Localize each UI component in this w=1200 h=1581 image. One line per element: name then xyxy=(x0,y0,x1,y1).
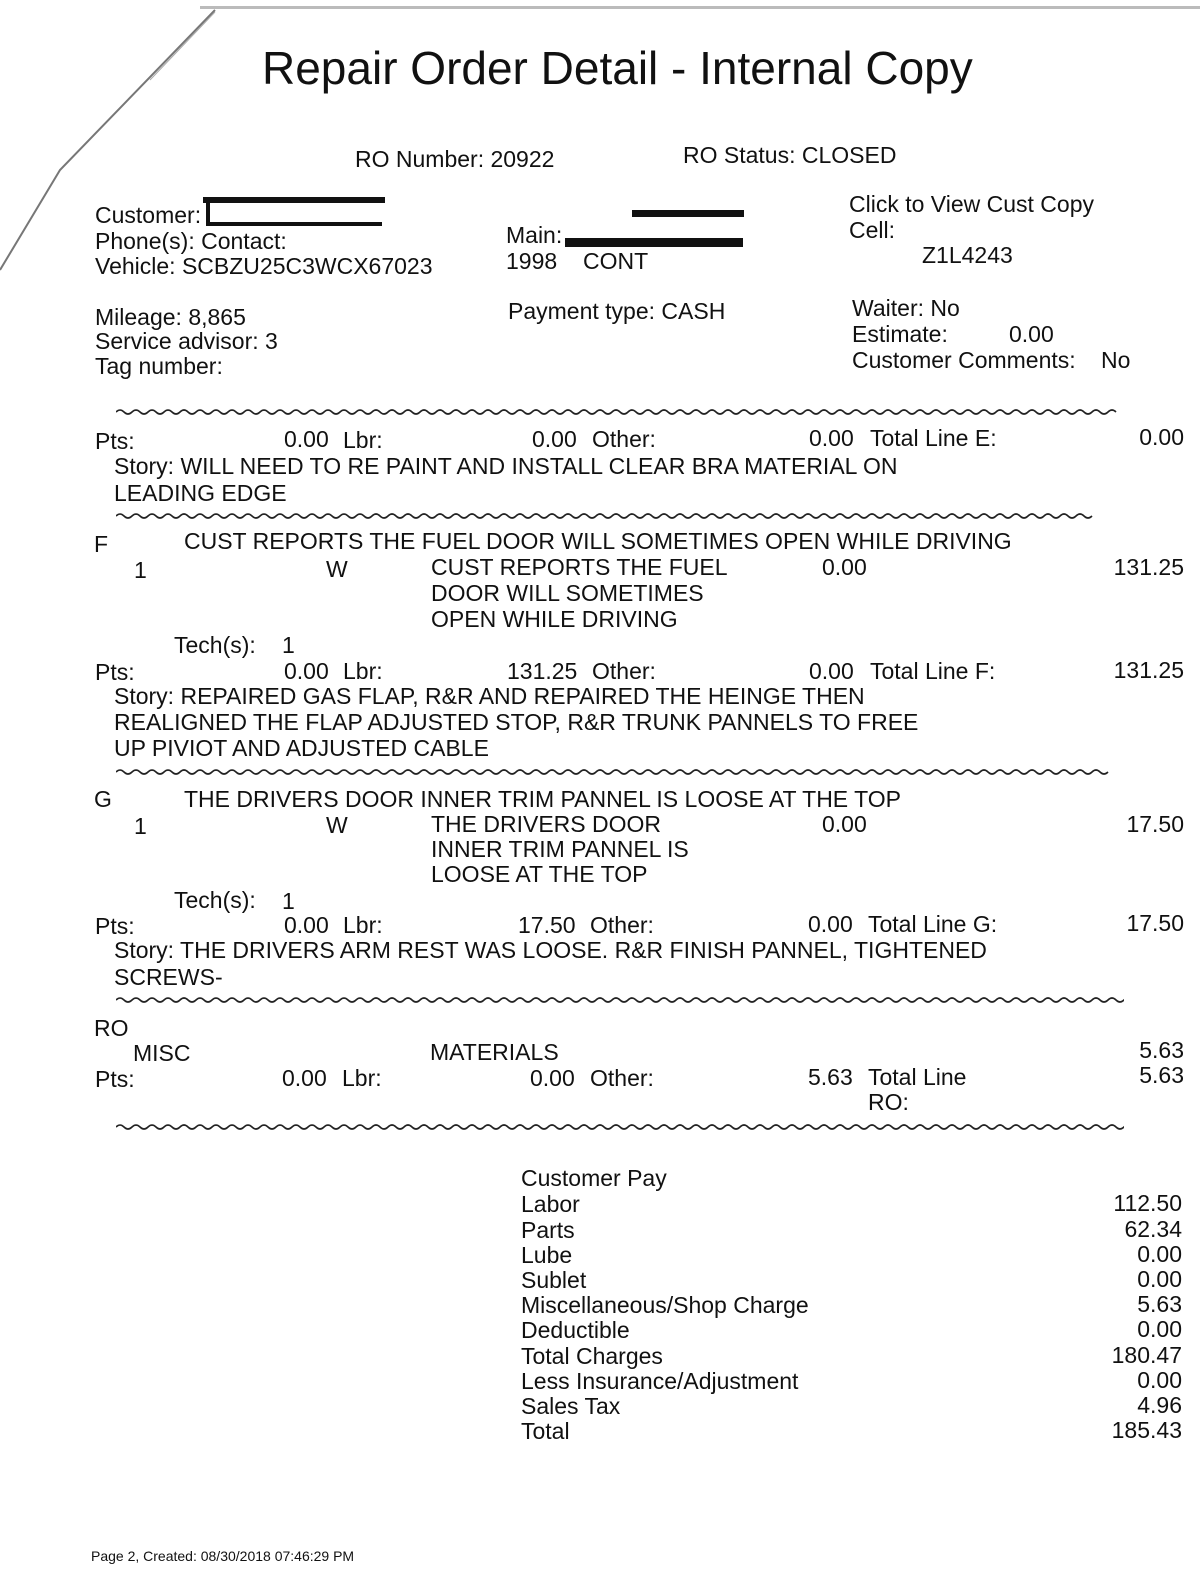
line-f-pts: 0.00 xyxy=(284,658,329,684)
tilde-divider xyxy=(116,767,1124,777)
line-g-op-amount: 17.50 xyxy=(1126,811,1184,837)
cell-label: Cell: xyxy=(849,217,896,243)
payment-type: Payment type: CASH xyxy=(508,298,726,324)
lbr-label: Lbr: xyxy=(343,427,383,453)
line-ro-total-label: Total Line xyxy=(868,1064,967,1090)
line-ro-materials: MATERIALS xyxy=(430,1039,559,1065)
line-g-op-value: 0.00 xyxy=(822,811,867,837)
summary-label: Miscellaneous/Shop Charge xyxy=(521,1292,809,1318)
other-label: Other: xyxy=(590,1065,654,1091)
estimate-value: 0.00 xyxy=(1009,321,1054,347)
waiter: Waiter: No xyxy=(852,295,960,321)
line-ro-other: 5.63 xyxy=(808,1064,853,1090)
tilde-divider xyxy=(116,995,1124,1005)
redaction-bar xyxy=(565,238,743,247)
line-f-total-label: Total Line F: xyxy=(870,658,996,684)
summary-value: 0.00 xyxy=(1137,1367,1182,1393)
page-title: Repair Order Detail - Internal Copy xyxy=(262,42,973,94)
summary-value: 112.50 xyxy=(1113,1190,1182,1216)
tag-number: Tag number: xyxy=(95,353,223,379)
other-label: Other: xyxy=(590,912,654,938)
summary-label: Total Charges xyxy=(521,1343,663,1369)
service-advisor: Service advisor: 3 xyxy=(95,328,278,354)
other-label: Other: xyxy=(592,426,656,452)
line-ro-amount: 5.63 xyxy=(1139,1037,1184,1063)
pts-label: Pts: xyxy=(95,913,135,939)
line-ro-letter: RO xyxy=(94,1015,129,1041)
line-e-lbr: 0.00 xyxy=(532,426,577,452)
line-f-op-amount: 131.25 xyxy=(1113,554,1184,580)
line-g-desc: LOOSE AT THE TOP xyxy=(431,861,648,887)
line-ro-total-label: RO: xyxy=(868,1089,909,1115)
line-g-letter: G xyxy=(94,786,112,812)
lbr-label: Lbr: xyxy=(343,658,383,684)
techs-label: Tech(s): xyxy=(174,887,256,913)
line-g-lbr: 17.50 xyxy=(518,912,576,938)
line-e-story: LEADING EDGE xyxy=(114,480,287,506)
line-f-story: UP PIVIOT AND ADJUSTED CABLE xyxy=(114,735,489,761)
line-f-letter: F xyxy=(94,531,109,557)
line-g-desc: THE DRIVERS DOOR xyxy=(431,811,662,837)
phones-label: Phone(s): Contact: xyxy=(95,228,287,254)
summary-label: Deductible xyxy=(521,1317,630,1343)
line-f-other: 0.00 xyxy=(809,658,854,684)
line-f-op-type: W xyxy=(326,556,348,582)
line-f-desc: CUST REPORTS THE FUEL xyxy=(431,554,728,580)
line-g-concern: THE DRIVERS DOOR INNER TRIM PANNEL IS LOOSE AT THE TOP xyxy=(184,786,901,812)
summary-value: 185.43 xyxy=(1111,1417,1182,1443)
summary-label: Sales Tax xyxy=(521,1393,621,1419)
line-f-concern: CUST REPORTS THE FUEL DOOR WILL SOMETIMES OPEN WHILE DRIVING xyxy=(184,528,1012,554)
line-f-story: Story: REPAIRED GAS FLAP, R&R AND REPAIRED THE HEINGE THEN xyxy=(114,683,865,709)
line-f-tech: 1 xyxy=(282,632,295,658)
line-ro-total: 5.63 xyxy=(1139,1062,1184,1088)
lbr-label: Lbr: xyxy=(343,912,383,938)
summary-value: 0.00 xyxy=(1137,1241,1182,1267)
line-e-story: Story: WILL NEED TO RE PAINT AND INSTALL CLEAR BRA MATERIAL ON xyxy=(114,453,898,479)
summary-label: Lube xyxy=(521,1242,573,1268)
pts-label: Pts: xyxy=(95,1066,135,1092)
summary-value: 0.00 xyxy=(1137,1316,1182,1342)
line-e-total: 0.00 xyxy=(1139,424,1184,450)
vehicle-make: CONT xyxy=(583,248,649,274)
line-g-tech: 1 xyxy=(282,888,295,914)
line-f-story: REALIGNED THE FLAP ADJUSTED STOP, R&R TRUNK PANNELS TO FREE xyxy=(114,709,919,735)
line-g-op-type: W xyxy=(326,812,348,838)
page-footer: Page 2, Created: 08/30/2018 07:46:29 PM xyxy=(91,1548,355,1564)
summary-label: Total xyxy=(521,1418,570,1444)
redaction-bar xyxy=(203,197,385,203)
summary-label: Labor xyxy=(521,1191,580,1217)
line-ro-pts: 0.00 xyxy=(282,1065,327,1091)
summary-label: Sublet xyxy=(521,1267,587,1293)
tilde-divider xyxy=(116,1122,1124,1132)
summary-value: 4.96 xyxy=(1137,1392,1182,1418)
summary-value: 180.47 xyxy=(1111,1342,1182,1368)
tilde-divider xyxy=(116,407,1124,417)
vehicle-year: 1998 xyxy=(506,248,558,274)
line-f-desc: DOOR WILL SOMETIMES xyxy=(431,580,704,606)
line-ro-lbr: 0.00 xyxy=(530,1065,575,1091)
line-g-op-number: 1 xyxy=(134,813,147,839)
line-f-op-number: 1 xyxy=(134,557,147,583)
line-ro-misc: MISC xyxy=(133,1040,191,1066)
vehicle-vin: Vehicle: SCBZU25C3WCX67023 xyxy=(95,253,433,279)
lbr-label: Lbr: xyxy=(342,1065,382,1091)
redaction-bar xyxy=(632,210,744,217)
line-g-total: 17.50 xyxy=(1126,910,1184,936)
summary-heading: Customer Pay xyxy=(521,1165,667,1191)
line-g-desc: INNER TRIM PANNEL IS xyxy=(431,836,689,862)
techs-label: Tech(s): xyxy=(174,632,256,658)
summary-value: 5.63 xyxy=(1137,1291,1182,1317)
estimate-label: Estimate: xyxy=(852,321,948,347)
line-f-total: 131.25 xyxy=(1113,657,1184,683)
license-plate: Z1L4243 xyxy=(922,242,1013,268)
summary-label: Less Insurance/Adjustment xyxy=(521,1368,799,1394)
summary-label: Parts xyxy=(521,1217,575,1243)
line-e-pts: 0.00 xyxy=(284,426,329,452)
scan-edge-line xyxy=(200,6,1200,9)
view-cust-copy-link[interactable]: Click to View Cust Copy xyxy=(849,191,1094,217)
line-g-story: SCREWS- xyxy=(114,964,223,990)
ro-number: RO Number: 20922 xyxy=(355,146,555,172)
summary-value: 62.34 xyxy=(1124,1216,1182,1242)
line-g-story: Story: THE DRIVERS ARM REST WAS LOOSE. R&R FINISH PANNEL, TIGHTENED xyxy=(114,937,987,963)
ro-status: RO Status: CLOSED xyxy=(683,142,897,168)
redaction-bar xyxy=(206,222,382,226)
line-f-desc: OPEN WHILE DRIVING xyxy=(431,606,678,632)
customer-comments-value: No xyxy=(1101,347,1131,373)
line-e-other: 0.00 xyxy=(809,425,854,451)
summary-value: 0.00 xyxy=(1137,1266,1182,1292)
customer-label: Customer: xyxy=(95,202,202,228)
customer-comments-label: Customer Comments: xyxy=(852,347,1076,373)
pts-label: Pts: xyxy=(95,659,135,685)
line-g-total-label: Total Line G: xyxy=(868,911,998,937)
mileage: Mileage: 8,865 xyxy=(95,304,246,330)
other-label: Other: xyxy=(592,658,656,684)
line-g-other: 0.00 xyxy=(808,911,853,937)
line-f-op-value: 0.00 xyxy=(822,554,867,580)
pts-label: Pts: xyxy=(95,428,135,454)
line-f-lbr: 131.25 xyxy=(507,658,578,684)
main-phone-label: Main: xyxy=(506,222,563,248)
line-e-total-label: Total Line E: xyxy=(870,425,997,451)
tilde-divider xyxy=(116,511,1124,521)
line-g-pts: 0.00 xyxy=(284,912,329,938)
